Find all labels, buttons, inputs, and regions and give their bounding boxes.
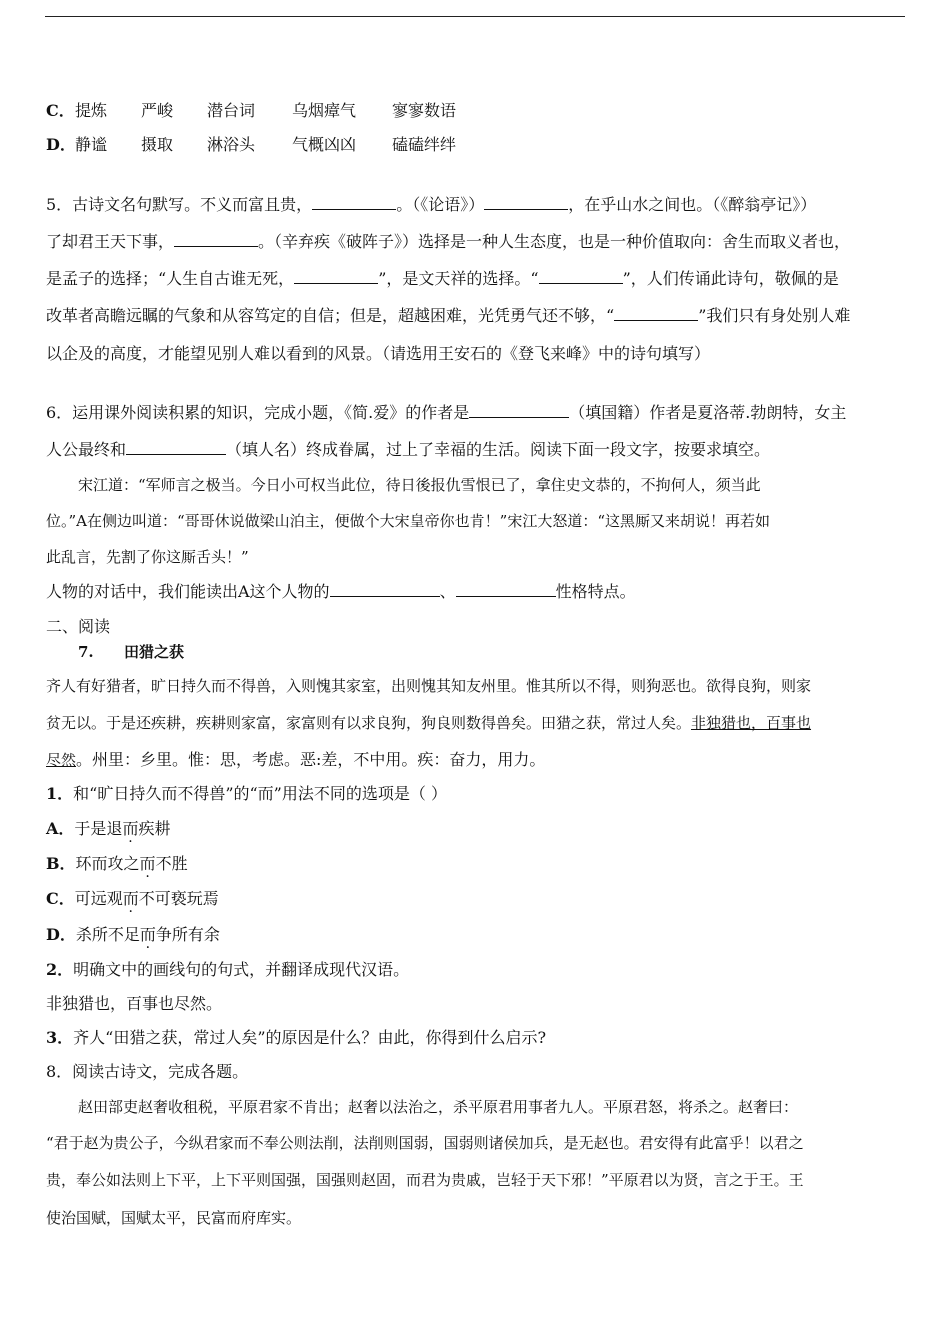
option-label: D． bbox=[46, 135, 76, 154]
option-word: 严峻 bbox=[141, 101, 174, 120]
underlined-sentence: 非独猎也，百事也 bbox=[691, 714, 812, 732]
q7-subquestion-2: 2．明确文中的画线句的句式，并翻译成现代汉语。 bbox=[46, 960, 410, 979]
option-word: 提炼 bbox=[75, 101, 108, 120]
q6-passage-line-3: 此乱言，先割了你这厮舌头！” bbox=[46, 548, 249, 566]
q7-option-a: A．于是退而疾耕 bbox=[46, 819, 171, 838]
emphasis-char: 而 bbox=[122, 889, 139, 908]
q4-option-c bbox=[46, 101, 456, 121]
q8-passage-line-3: 贵，奉公如法则上下平，上下平则国强，国强则赵固，而君为贵戚，岂轻于天下邪！”平原君以为贤，言之于王。王 bbox=[46, 1171, 804, 1189]
answer-blank[interactable] bbox=[126, 440, 226, 455]
q7-text-line-1: 齐人有好猎者，旷日持久而不得兽，入则愧其家室，出则愧其知友州里。惟其所以不得，则狗恶也。欲得良狗，则家 bbox=[46, 677, 812, 695]
q7-option-d: D．杀所不足而争所有余 bbox=[46, 925, 220, 944]
option-label: C． bbox=[46, 101, 75, 120]
q6-line-1: 6．运用课外阅读积累的知识，完成小题，《简.爱》的作者是 （填国籍）作者是夏洛蒂.勃朗特，女主 bbox=[46, 403, 847, 422]
answer-blank[interactable] bbox=[330, 582, 440, 597]
q6-passage-line-2: 位。”A在侧边叫道：“哥哥休说做梁山泊主，便做个大宋皇帝你也肯！”宋江大怒道：“这黑厮又来胡说！再若如 bbox=[46, 512, 771, 530]
q7-text-line-3: 尽然。州里：乡里。惟：思，考虑。恶:差，不中用。疾：奋力，用力。 bbox=[46, 750, 546, 769]
q7-subquestion-2-sentence: 非独猎也，百事也尽然。 bbox=[46, 994, 223, 1013]
q7-subquestion-1: 1．和“旷日持久而不得兽”的“而”用法不同的选项是（ ） bbox=[46, 784, 447, 803]
answer-blank[interactable] bbox=[174, 232, 258, 247]
underlined-sentence: 尽然 bbox=[46, 751, 77, 769]
emphasis-char: 而 bbox=[122, 819, 139, 838]
option-word: 淋浴头 bbox=[207, 135, 256, 154]
answer-blank[interactable] bbox=[456, 582, 556, 597]
q6-line-6: 人物的对话中，我们能读出A这个人物的 、 性格特点。 bbox=[46, 582, 636, 601]
q8-passage-line-1: 赵田部吏赵奢收租税，平原君家不肯出；赵奢以法治之，杀平原君用事者九人。平原君怒，将杀之。赵奢曰： bbox=[78, 1098, 799, 1116]
q7-option-b: B．环而攻之而不胜 bbox=[46, 854, 188, 873]
q7-heading: 7. 田猎之获 bbox=[78, 643, 185, 661]
q8-passage-line-4: 使治国赋，国赋太平，民富而府库实。 bbox=[46, 1209, 302, 1227]
option-word: 气概凶凶 bbox=[292, 135, 357, 154]
option-word: 寥寥数语 bbox=[392, 101, 457, 120]
answer-blank[interactable] bbox=[294, 269, 378, 284]
option-word: 静谧 bbox=[75, 135, 108, 154]
option-word: 磕磕绊绊 bbox=[392, 135, 457, 154]
q8-passage-line-2: “君于赵为贵公子，今纵君家而不奉公则法削，法削则国弱，国弱则诸侯加兵，是无赵也。君安得有此富乎！以君之 bbox=[46, 1134, 804, 1152]
option-word: 乌烟瘴气 bbox=[292, 101, 357, 120]
q5-line-2: 了却君王天下事， 。（辛弃疾《破阵子》）选择是一种人生态度，也是一种价值取向：舍生而取义者也， bbox=[46, 232, 851, 251]
q5-line-4: 改革者高瞻远瞩的气象和从容笃定的自信；但是，超越困难，光凭勇气还不够，“ ”我们只有身处别人难 bbox=[46, 306, 851, 325]
emphasis-char: 而 bbox=[139, 854, 156, 873]
answer-blank[interactable] bbox=[614, 306, 698, 321]
q4-option-d bbox=[46, 135, 456, 155]
q5-line-5: 以企及的高度，才能望见别人难以看到的风景。（请选用王安石的《登飞来峰》中的诗句填写） bbox=[46, 344, 711, 363]
section-heading: 二、阅读 bbox=[46, 617, 111, 636]
answer-blank[interactable] bbox=[469, 403, 569, 418]
option-word: 潜台词 bbox=[207, 101, 256, 120]
header-rule bbox=[45, 16, 905, 17]
q6-line-2: 人公最终和 （填人名）终成眷属，过上了幸福的生活。阅读下面一段文字，按要求填空。 bbox=[46, 440, 771, 459]
answer-blank[interactable] bbox=[539, 269, 623, 284]
option-word: 摄取 bbox=[141, 135, 174, 154]
q7-option-c: C．可远观而不可亵玩焉 bbox=[46, 889, 219, 908]
q5-line-1: 5．古诗文名句默写。不义而富且贵， 。（《论语》） ，在乎山水之间也。（《醉翁亭记》） bbox=[46, 195, 817, 214]
emphasis-char: 而 bbox=[139, 925, 156, 944]
q7-subquestion-3: 3．齐人“田猎之获，常过人矣”的原因是什么？由此，你得到什么启示? bbox=[46, 1028, 547, 1047]
answer-blank[interactable] bbox=[312, 195, 396, 210]
q6-passage-line-1: 宋江道：“军师言之极当。今日小可权当此位，待日後报仇雪恨已了，拿住史文恭的，不拘何人，须当此 bbox=[78, 476, 761, 494]
q8-heading: 8．阅读古诗文，完成各题。 bbox=[46, 1062, 249, 1081]
answer-blank[interactable] bbox=[484, 195, 568, 210]
q5-line-3: 是孟子的选择；“人生自古谁无死， ”，是文天祥的选择。“ ”，人们传诵此诗句，敬佩的是 bbox=[46, 269, 839, 288]
q7-text-line-2: 贫无以。于是还疾耕，疾耕则家富，家富则有以求良狗，狗良则数得兽矣。田猎之获，常过人矣。非独猎也，百事也 bbox=[46, 714, 812, 732]
